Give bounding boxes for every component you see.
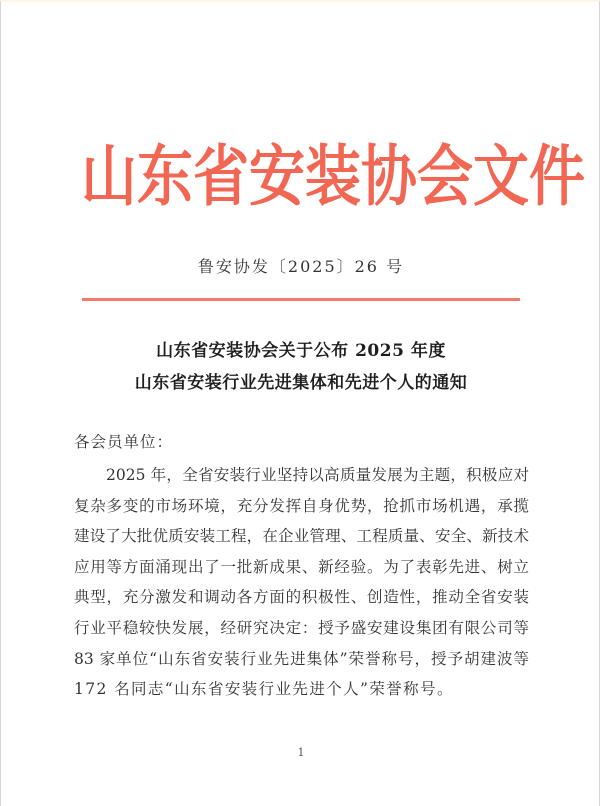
masthead-char: 山 [81, 139, 137, 216]
masthead-char: 省 [193, 139, 249, 216]
salutation: 各会员单位： [74, 433, 174, 451]
notice-title-line-1: 山东省安装协会关于公布 2025 年度 [156, 341, 446, 361]
body-line: 83 家单位“山东省安装行业先进集体”荣誉称号，授予胡建波等 [74, 649, 529, 668]
body-line: 建设了大批优质安装工程，在企业管理、工程质量、安全、新技术 [74, 527, 529, 546]
masthead-char: 会 [417, 139, 473, 216]
body-line: 172 名同志“山东省安装行业先进个人”荣誉称号。 [74, 680, 454, 699]
body-line: 2025 年，全省安装行业坚持以高质量发展为主题，积极应对 [106, 466, 529, 484]
body-line: 复杂多变的市场环境，充分发挥自身优势，抢抓市场机遇，承揽 [74, 496, 529, 515]
red-divider-line [82, 298, 520, 301]
document-number: 鲁安协发〔2025〕26 号 [197, 257, 405, 276]
body-paragraph [74, 460, 529, 705]
masthead-char: 安 [249, 139, 305, 216]
body-line: 应用等方面涌现出了一批新成果、新经验。为了表彰先进、树立 [74, 557, 529, 576]
notice-title-line-2: 山东省安装行业先进集体和先进个人的通知 [134, 373, 468, 393]
page-number: 1 [297, 746, 305, 759]
masthead-char: 东 [137, 139, 193, 216]
masthead-char: 文 [473, 139, 529, 216]
masthead-char: 装 [305, 139, 361, 216]
masthead-char: 件 [529, 139, 585, 216]
body-line: 行业平稳较快发展，经研究决定：授予盛安建设集团有限公司等 [74, 618, 529, 637]
masthead-title [81, 139, 585, 216]
masthead-char: 协 [361, 139, 417, 216]
body-line: 典型，充分激发和调动各方面的积极性、创造性，推动全省安装 [74, 588, 529, 607]
